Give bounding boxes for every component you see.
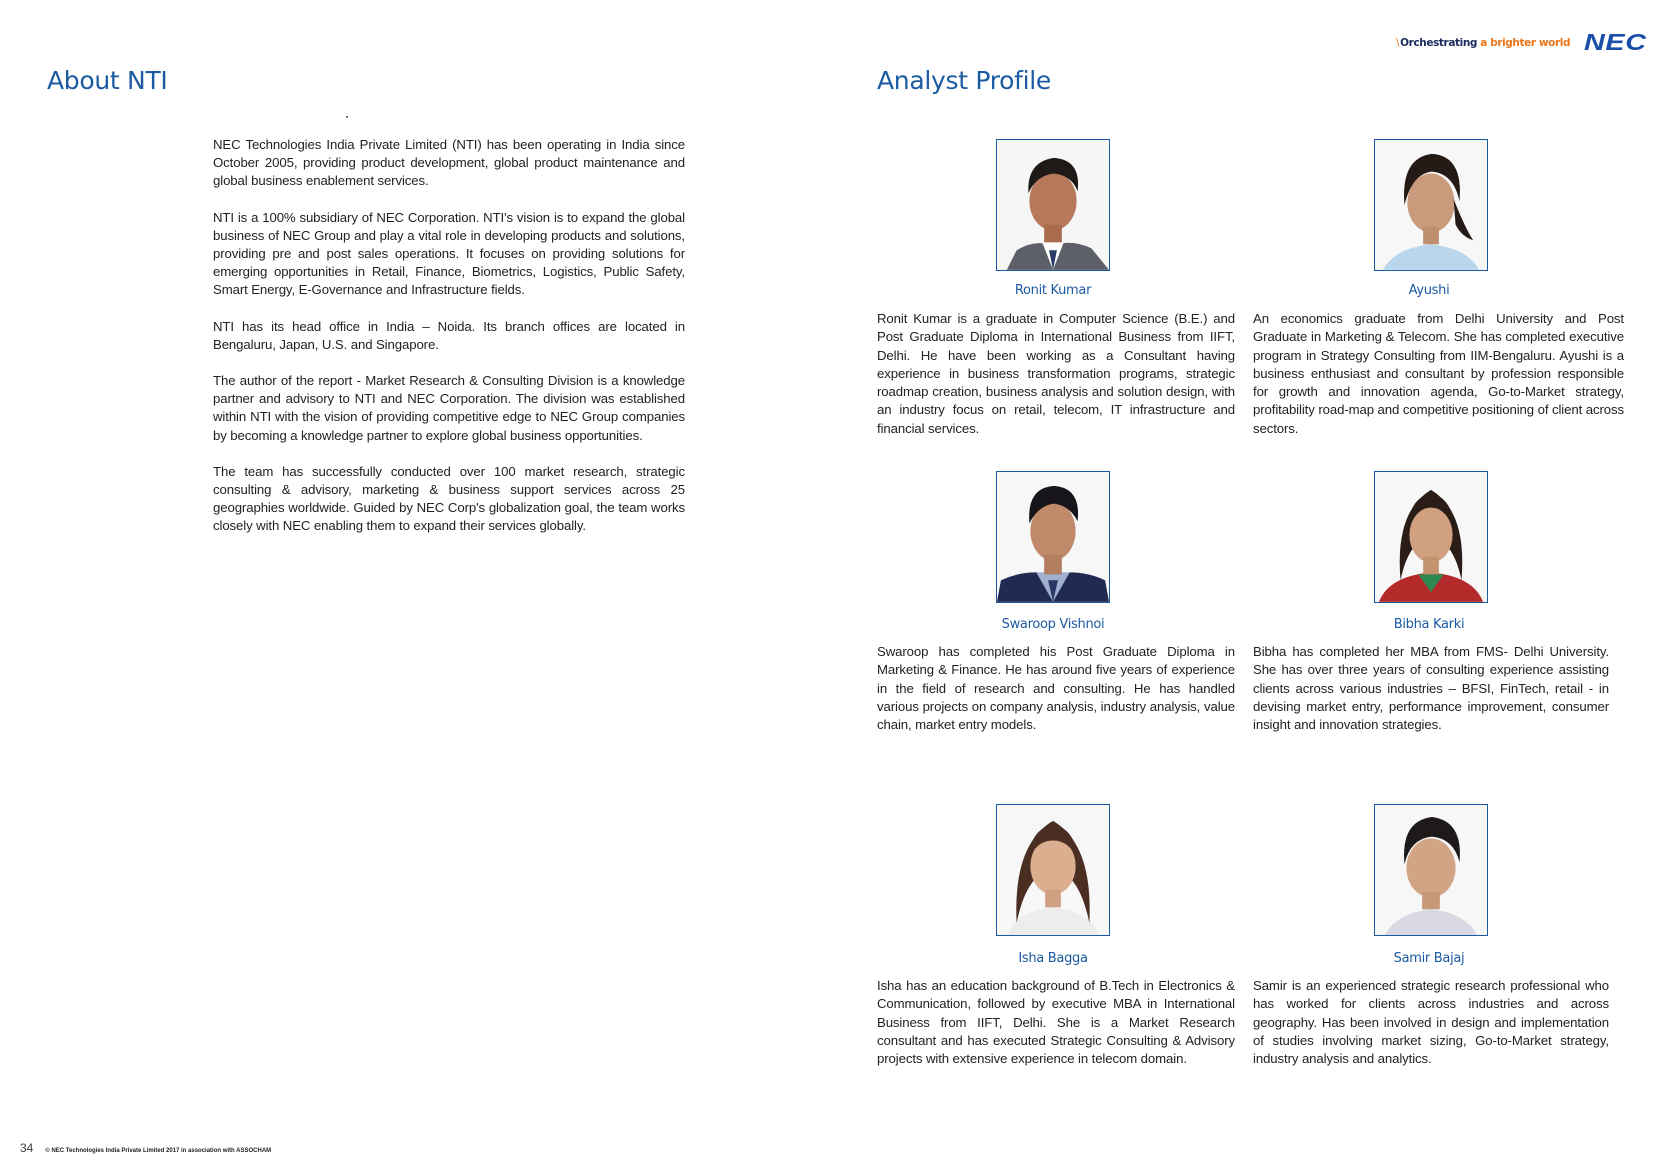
brand-header: [1396, 29, 1647, 55]
analyst-name: Swaroop Vishnoi: [1001, 617, 1105, 632]
analyst-name: Ronit Kumar: [1014, 283, 1092, 298]
photo-swaroop-vishnoi: [996, 471, 1110, 603]
about-body: [213, 136, 685, 554]
page-footer: [20, 1141, 271, 1155]
analyst-description: Bibha has completed her MBA from FMS- Delhi University. She has over three years of consulting experience assisting clients across various industries – BFSI, FinTech, retail - in devising market entry, performance improvement, consumer insight and innovation strategies.: [1253, 644, 1609, 733]
portrait-female-red-icon: [1375, 472, 1487, 602]
about-paragraph: The team has successfully conducted over 100 market research, strategic consulting & advisory, marketing & business support services across 25 geographies worldwide. Guided by NEC Corp's globalization goal, the team works closely with NEC enabling them to expand their services globally.: [213, 463, 685, 534]
page-number: 34: [20, 1141, 34, 1155]
nec-logo: NEC: [1584, 29, 1647, 55]
portrait-female-icon: [1375, 140, 1487, 270]
photo-isha-bagga: [996, 804, 1110, 936]
analyst-description: An economics graduate from Delhi University and Post Graduate in Marketing & Telecom. She has completed executive program in Strategy Consulting from IIM-Bengaluru. Ayushi is a business enthusiast and consultant by profession responsible for growth and innovation agenda, Go-to-Market strategy, profitability road-map and competitive positioning of client across sectors.: [1253, 311, 1624, 436]
analyst-name: Ayushi: [1408, 283, 1450, 298]
portrait-male-suit-icon: [997, 140, 1109, 270]
about-paragraph: NTI is a 100% subsidiary of NEC Corporation. NTI's vision is to expand the global business of NEC Group and play a vital role in developing products and solutions, providing pre and post sales operations. It focuses on providing solutions for emerging opportunities in Retail, Finance, Biometrics, Logistics, Public Safety, Smart Energy, E-Governance and Infrastructure fields.: [213, 209, 685, 298]
portrait-male-tie-icon: [997, 472, 1109, 602]
photo-ronit-kumar: [996, 139, 1110, 271]
photo-ayushi: [1374, 139, 1488, 271]
about-paragraph: The author of the report - Market Research & Consulting Division is a knowledge partner and advisory to NTI and NEC Corporation. The division was established within NTI with the vision of providing competitive edge to NEC Group companies by becoming a knowledge partner to explore global business opportunities.: [213, 373, 685, 443]
analyst-profile-title: Analyst Profile: [877, 66, 1052, 95]
about-paragraph: NTI has its head office in India – Noida. Its branch offices are located in Bengaluru, Japan, U.S. and Singapore.: [213, 318, 685, 352]
analyst-description: Ronit Kumar is a graduate in Computer Science (B.E.) and Post Graduate Diploma in International Business from IIFT, Delhi. He have been working as a Consultant having experience in business transformation programs, strategic roadmap creation, business analysis and solution design, with an industry focus on retail, telecom, IT infrastructure and financial services.: [877, 311, 1235, 436]
decorative-dot: [346, 116, 348, 118]
analyst-name: Samir Bajaj: [1393, 951, 1465, 966]
analyst-description: Swaroop has completed his Post Graduate Diploma in Marketing & Finance. He has around five years of experience in the field of research and consulting. He has handled various projects on company analysis, industry analysis, value chain, market entry models.: [877, 644, 1235, 733]
portrait-male-casual-icon: [1375, 805, 1487, 935]
copyright-notice: © NEC Technologies India Private Limited 2017 in association with ASSOCHAM: [45, 1148, 272, 1154]
photo-bibha-karki: [1374, 471, 1488, 603]
analyst-description: Isha has an education background of B.Tech in Electronics & Communication, followed by executive MBA in International Business from IIFT, Delhi. She is a Market Research consultant and has executed Strategic Consulting & Advisory projects with extensive experience in telecom domain.: [877, 978, 1235, 1067]
photo-samir-bajaj: [1374, 804, 1488, 936]
brand-tagline: \Orchestrating a brighter world: [1396, 36, 1571, 49]
analyst-name: Isha Bagga: [1018, 951, 1088, 966]
portrait-female-white-icon: [997, 805, 1109, 935]
analyst-description: Samir is an experienced strategic research professional who has worked for clients across industries and across geography. Has been involved in design and implementation of studies involving market sizing, Go-to-Market strategy, industry analysis and analytics.: [1253, 978, 1609, 1067]
about-title: About NTI: [47, 66, 168, 95]
analyst-name: Bibha Karki: [1393, 617, 1465, 632]
about-paragraph: NEC Technologies India Private Limited (NTI) has been operating in India since October 2005, providing product development, global product maintenance and global business enablement services.: [213, 137, 685, 189]
